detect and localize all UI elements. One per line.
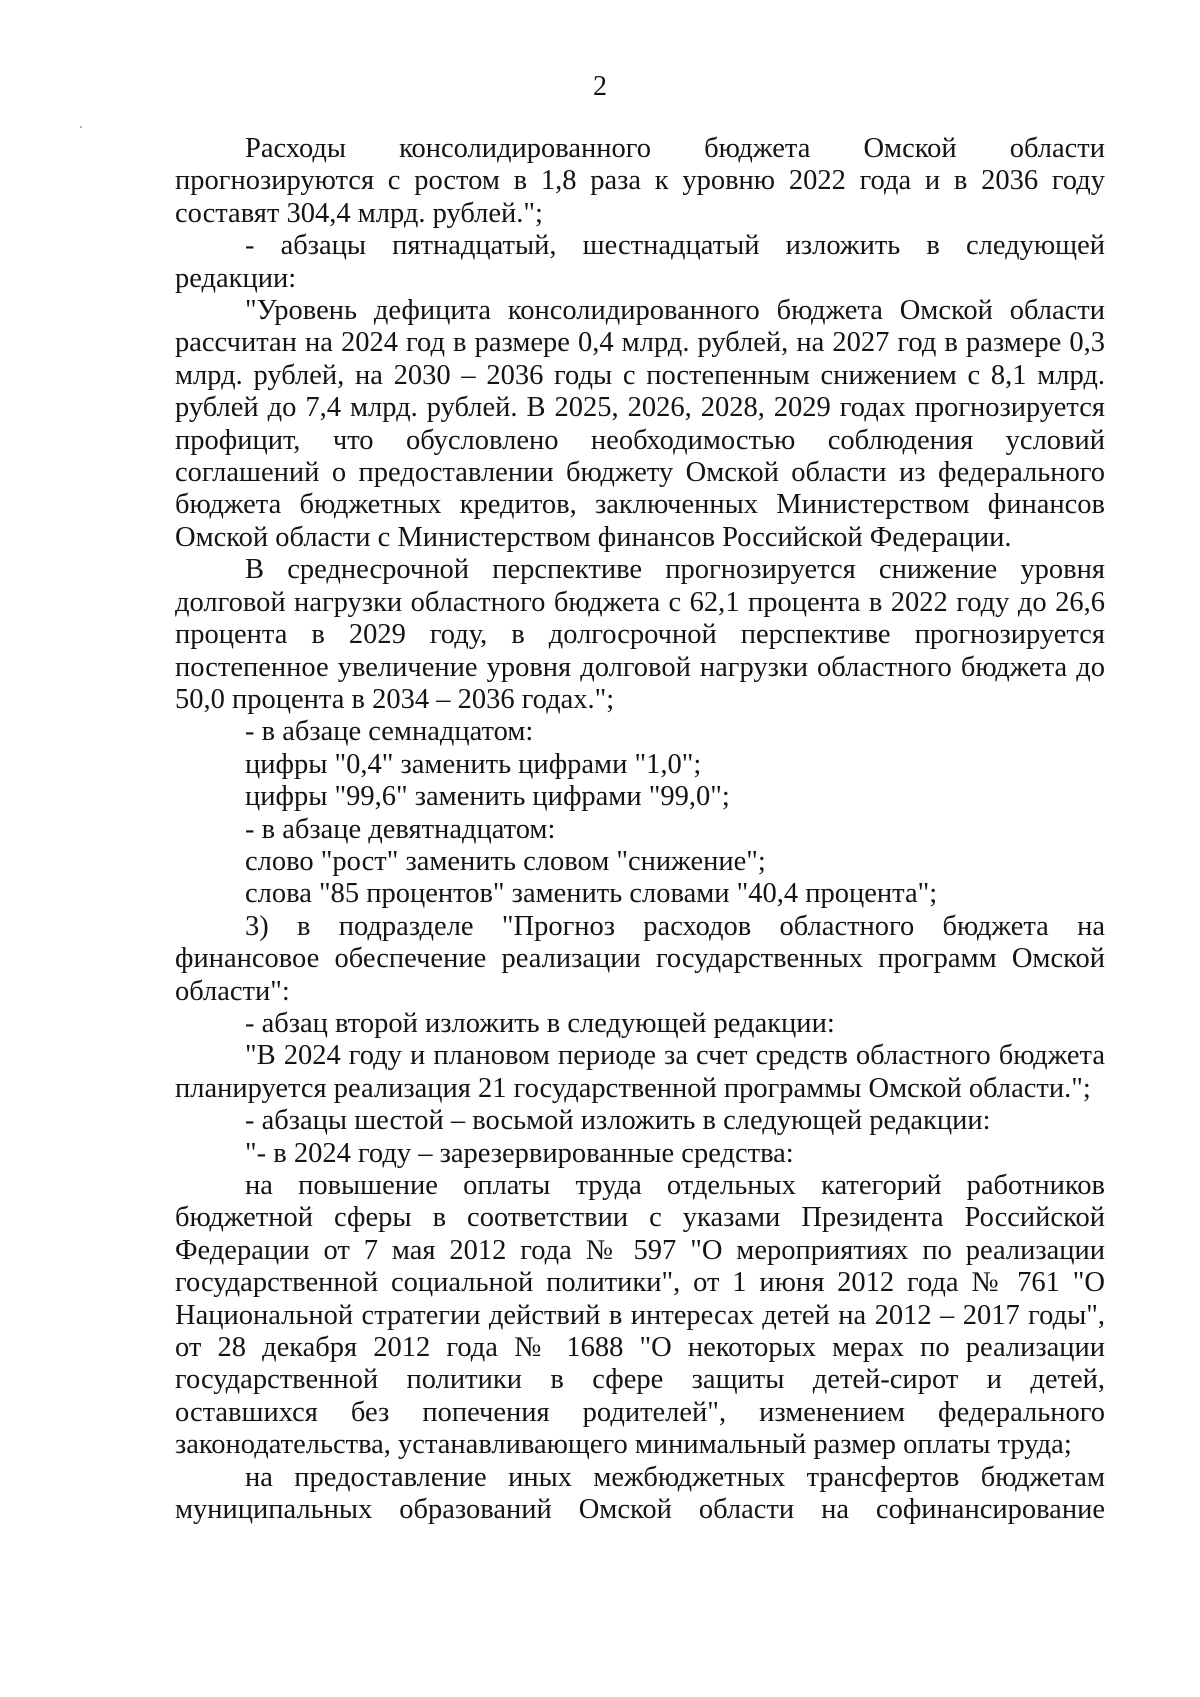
paragraph-replace-85-percent: слова "85 процентов" заменить словами "40,4 процента"; (245, 878, 938, 910)
paragraph-in-paragraph-19: - в абзаце девятнадцатом: (245, 813, 556, 845)
paragraph-in-paragraph-17: - в абзаце семнадцатом: (245, 716, 534, 748)
paragraph-debt-load: В среднесрочной перспективе прогнозируется снижение уровня долговой нагрузки областного бюджета с 62,1 процента в 2022 году до 26,6 процента в 2029 году, в долгосрочной перспективе прогнозируется постепенное увеличение уровня долговой нагрузки областного бюджета до 50,0 процента в 2034 – 2036 годах."; (175, 554, 1105, 715)
paragraph-21-state-programs: "В 2024 году и плановом периоде за счет средств областного бюджета планируется реализация 21 государственной программы Омской области."; (175, 1040, 1105, 1104)
page-number: 2 (593, 71, 607, 102)
paragraph-interbudget-transfers: на предоставление иных межбюджетных трансфертов бюджетам муниципальных образований Омской области на софинансирование (175, 1461, 1105, 1526)
paragraph-deficit-level: "Уровень дефицита консолидированного бюджета Омской области рассчитан на 2024 год в размере 0,4 млрд. рублей, на 2027 год в размере 0,3 млрд. рублей, на 2030 – 2036 годы с постепенным снижением с 8,1 млрд. рублей до 7,4 млрд. рублей. В 2025, 2026, 2028, 2029 годах прогнозируется профицит, что обусловлено необходимостью соблюдения условий соглашений о предоставлении бюджету Омской области из федерального бюджета бюджетных кредитов, заключенных Министерством финансов Омской области с Министерством финансов Российской Федерации. (175, 295, 1105, 553)
paragraph-amend-paragraphs-15-16: - абзацы пятнадцатый, шестнадцатый изложить в следующей редакции: (175, 230, 1105, 294)
paragraph-consolidated-expenses: Расходы консолидированного бюджета Омской области прогнозируются с ростом в 1,8 раза к уровню 2022 года и в 2036 году составят 304,4 млрд. рублей."; (175, 133, 1105, 229)
paragraph-replace-figure-99-6: цифры "99,6" заменить цифрами "99,0"; (245, 781, 730, 813)
paragraph-reserved-funds-2024: "- в 2024 году – зарезервированные средства: (245, 1137, 794, 1169)
paragraph-amend-paragraphs-6-8: - абзацы шестой – восьмой изложить в следующей редакции: (245, 1105, 991, 1137)
scan-artifact-dot (80, 126, 82, 128)
paragraph-replace-figure-0-4: цифры "0,4" заменить цифрами "1,0"; (245, 748, 702, 780)
paragraph-salary-increase: на повышение оплаты труда отдельных категорий работников бюджетной сферы в соответствии с указами Президента Российской Федерации от 7 мая 2012 года № 597 "О мероприятиях по реализации государственной социальной политики", от 1 июня 2012 года № 761 "О Национальной стратегии действий в интересах детей на 2012 – 2017 годы", от 28 декабря 2012 года № 1688 "О некоторых мерах по реализации государственной политики в сфере защиты детей-сирот и детей, оставшихся без попечения родителей", изменением федерального законодательства, устанавливающего минимальный размер оплаты труда; (175, 1170, 1105, 1461)
paragraph-amend-second-paragraph: - абзац второй изложить в следующей редакции: (245, 1007, 835, 1039)
document-body (175, 133, 1105, 1526)
paragraph-item-3-subsection: 3) в подразделе "Прогноз расходов областного бюджета на финансовое обеспечение реализации государственных программ Омской области": (175, 910, 1105, 1007)
paragraph-replace-word-growth: слово "рост" заменить словом "снижение"; (245, 845, 766, 877)
